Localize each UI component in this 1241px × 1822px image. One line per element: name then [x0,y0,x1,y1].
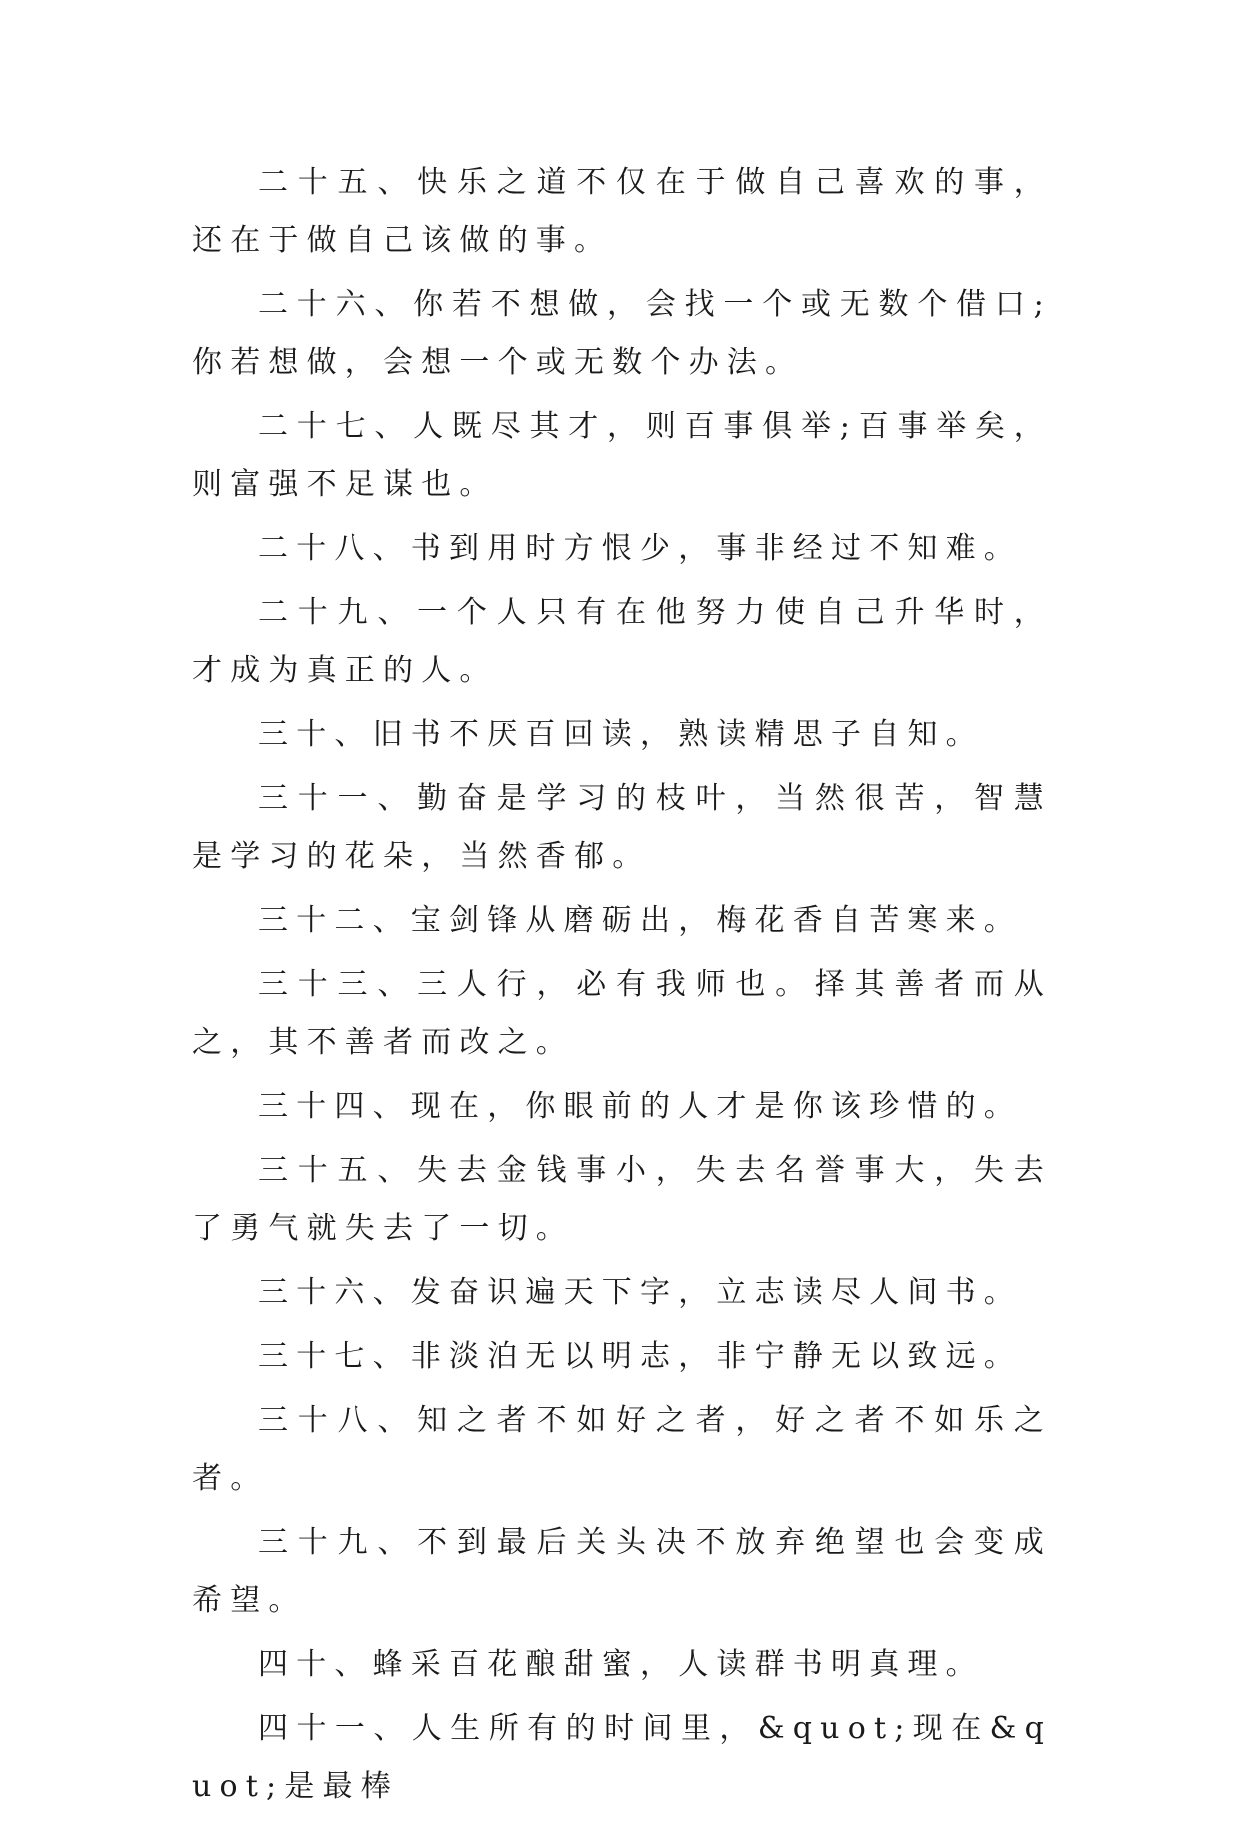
paragraph-40: 四十、蜂采百花酿甜蜜，人读群书明真理。 [258,1647,984,1682]
paragraph-35: 三十五、失去金钱事小，失去名誉事大，失去了勇气就失去了一切。 [192,1153,1052,1246]
paragraph-29: 二十九、一个人只有在他努力使自己升华时，才成为真正的人。 [192,595,1052,688]
paragraph-36: 三十六、发奋识遍天下字，立志读尽人间书。 [258,1275,1022,1310]
paragraph-41: 四十一、人生所有的时间里，&quot;现在&quot;是最棒 [192,1711,1052,1804]
paragraph-27: 二十七、人既尽其才，则百事俱举;百事举矣，则富强不足谋也。 [192,409,1052,502]
paragraph-31: 三十一、勤奋是学习的枝叶，当然很苦，智慧是学习的花朵，当然香郁。 [192,781,1052,874]
paragraph-25: 二十五、快乐之道不仅在于做自己喜欢的事，还在于做自己该做的事。 [192,165,1052,258]
paragraph-30: 三十、旧书不厌百回读，熟读精思子自知。 [258,717,984,752]
paragraph-32: 三十二、宝剑锋从磨砺出，梅花香自苦寒来。 [258,903,1022,938]
document-body [192,154,1052,1822]
paragraph-28: 二十八、书到用时方恨少，事非经过不知难。 [258,531,1022,566]
paragraph-26: 二十六、你若不想做，会找一个或无数个借口;你若想做，会想一个或无数个办法。 [192,287,1052,380]
paragraph-38: 三十八、知之者不如好之者，好之者不如乐之者。 [192,1403,1052,1496]
paragraph-39: 三十九、不到最后关头决不放弃绝望也会变成希望。 [192,1525,1052,1618]
paragraph-34: 三十四、现在，你眼前的人才是你该珍惜的。 [258,1089,1022,1124]
paragraph-33: 三十三、三人行，必有我师也。择其善者而从之，其不善者而改之。 [192,967,1052,1060]
paragraph-37: 三十七、非淡泊无以明志，非宁静无以致远。 [258,1339,1022,1374]
